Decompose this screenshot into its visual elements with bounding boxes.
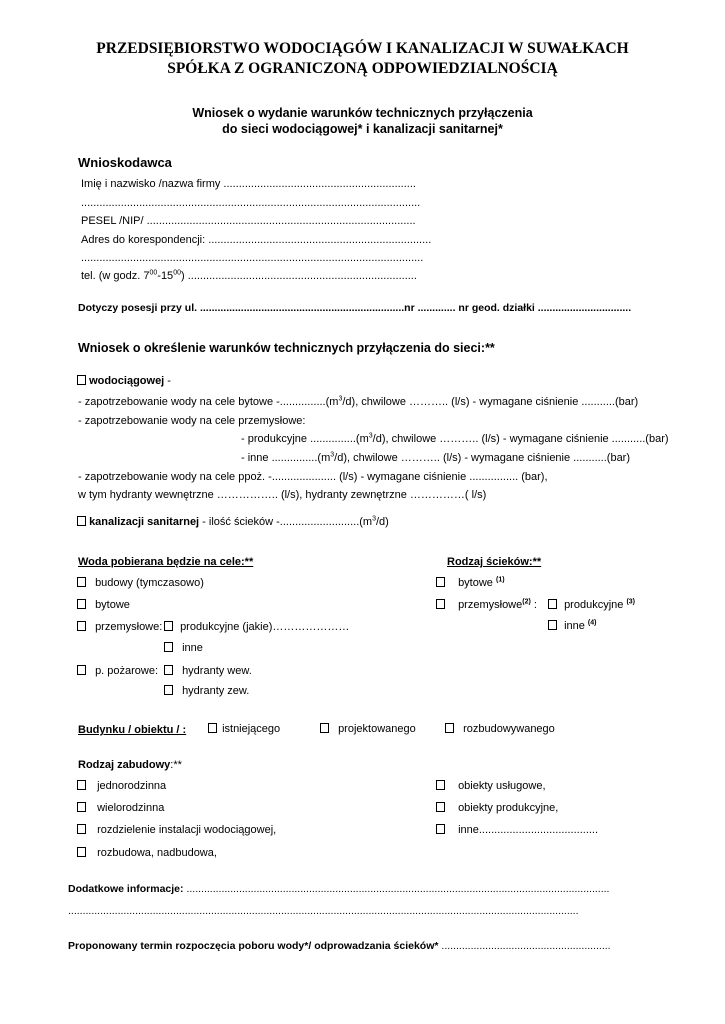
phone-mid: -15 [157,270,174,282]
water-option[interactable] [77,375,171,387]
building-expanded-checkbox[interactable] [445,723,454,733]
sewage-household-note: (1) [495,576,505,584]
production-demand-line[interactable] [241,433,669,445]
sewage-household-checkbox[interactable] [436,577,445,587]
property-field[interactable]: Dotyczy posesji przy ul. ......................................................................nr ............. nr geod. działki ................................ [78,302,632,314]
production-demand-a: - produkcyjne ...............(m [241,433,369,445]
dev-multi-checkbox[interactable] [77,802,86,812]
building-designed-option[interactable] [320,723,416,735]
wu-fire-option[interactable] [77,665,158,677]
dev-multi-label: wielorodzinna [97,802,165,814]
wu-industrial-label: przemysłowe: [95,621,163,633]
dev-services-option[interactable] [436,780,546,792]
sewer-label: kanalizacji sanitarnej [89,516,200,528]
fire-demand-line[interactable]: - zapotrzebowanie wody na cele ppoż. -..................... (l/s) - wymagane ciśnienie ................ (bar), [78,471,548,483]
sewage-production-checkbox[interactable] [548,599,557,609]
dev-single-checkbox[interactable] [77,780,86,790]
dev-multi-option[interactable] [77,802,164,814]
sewage-industrial-colon: : [530,599,537,611]
wu-hydrant-in-option[interactable] [164,665,252,677]
dev-other-label: inne....................................... [458,824,599,836]
sewage-household-option[interactable] [436,577,505,589]
household-demand-a: - zapotrzebowanie wody na cele bytowe -...............(m [78,396,339,408]
wu-construction-checkbox[interactable] [77,577,86,587]
dev-services-checkbox[interactable] [436,780,445,790]
other-unit-sup: 3 [330,451,335,459]
address-continuation[interactable]: ................................................................................................................ [81,252,424,264]
additional-info-field[interactable] [68,883,609,895]
dev-extension-label: rozbudowa, nadbudowa, [97,847,217,859]
form-title: Wniosek o wydanie warunków technicznych przyłączenia [192,106,533,120]
wu-production-label: produkcyjne (jakie)………………… [180,621,350,633]
wu-other-label: inne [182,642,203,654]
dev-extension-checkbox[interactable] [77,847,86,857]
pesel-nip-field[interactable]: PESEL /NIP/ ........................................................................................ [81,215,416,227]
additional-info-continuation[interactable]: ............................................................................................................................................................................... [68,905,579,917]
wu-hydrant-out-label: hydranty zew. [182,685,250,697]
sewage-industrial-option[interactable] [436,599,537,611]
development-heading-text: Rodzaj zabudowy [78,759,171,771]
wu-other-option[interactable] [164,642,203,654]
water-use-heading: Woda pobierana będzie na cele:** [78,556,254,568]
address-field[interactable]: Adres do korespondencji: ......................................................................... [81,234,432,246]
sewage-other-checkbox[interactable] [548,620,557,630]
wu-production-checkbox[interactable] [164,621,173,631]
dev-production-label: obiekty produkcyjne, [458,802,559,814]
building-expanded-option[interactable] [445,723,555,735]
applicant-name-continuation[interactable]: ............................................................................................................... [81,197,421,209]
other-demand-b: /d), chwilowe ……….. (l/s) - wymagane ciśnienie ...........(bar) [334,452,631,464]
wu-construction-option[interactable] [77,577,204,589]
wu-construction-label: budowy (tymczasowo) [95,577,204,589]
proposed-term-label: Proponowany termin rozpoczęcia poboru wody*/ odprowadzania ścieków* [68,940,439,952]
hydrants-line[interactable]: w tym hydranty wewnętrzne …………….. (l/s), hydranty zewnętrzne ……………( l/s) [78,489,487,501]
sewage-heading: Rodzaj ścieków:** [447,556,542,568]
wu-hydrant-out-option[interactable] [164,685,249,697]
wu-household-option[interactable] [77,599,130,611]
dev-other-checkbox[interactable] [436,824,445,834]
wu-fire-checkbox[interactable] [77,665,86,675]
dev-split-label: rozdzielenie instalacji wodociągowej, [97,824,277,836]
sewage-production-note: (3) [626,598,636,606]
building-existing-option[interactable] [208,723,280,735]
phone-suffix: ) ........................................................................... [180,270,417,282]
phone-hour-sup-1: 00 [149,269,158,277]
water-label: wodociągowej [89,375,165,387]
water-checkbox[interactable] [77,375,86,385]
sewage-industrial-note: (2) [522,598,531,606]
building-heading: Budynku / obiektu / : [78,724,187,736]
wu-other-checkbox[interactable] [164,642,173,652]
development-heading [78,759,182,771]
wu-fire-label: p. pożarowe: [95,665,159,677]
additional-info-label: Dodatkowe informacje: [68,883,184,895]
industrial-demand-heading: - zapotrzebowanie wody na cele przemysłowe: [78,415,306,427]
company-name: PRZEDSIĘBIORSTWO WODOCIĄGÓW I KANALIZACJI W SUWAŁKACH [96,40,629,57]
proposed-term-dots: .......................................................... [438,940,611,952]
dev-extension-option[interactable] [77,847,217,859]
other-demand-line[interactable] [241,452,630,464]
water-dash: - [164,375,171,387]
wu-hydrant-out-checkbox[interactable] [164,685,173,695]
form-subtitle: do sieci wodociągowej* i kanalizacji sanitarnej* [222,122,503,136]
sewer-checkbox[interactable] [77,516,86,526]
sewage-other-option[interactable] [548,620,596,632]
household-demand-b: /d), chwilowe ……….. (l/s) - wymagane ciśnienie ...........(bar) [342,396,639,408]
sewer-option[interactable] [77,516,389,528]
dev-other-option[interactable] [436,824,598,836]
building-expanded-label: rozbudowywanego [463,723,555,735]
household-demand-line[interactable] [78,396,638,408]
wu-household-label: bytowe [95,599,130,611]
sewage-industrial-checkbox[interactable] [436,599,445,609]
dev-services-label: obiekty usługowe, [458,780,546,792]
wu-hydrant-in-label: hydranty wew. [182,665,252,677]
production-demand-b: /d), chwilowe ……….. (l/s) - wymagane ciśnienie ...........(bar) [372,433,669,445]
request-heading: Wniosek o określenie warunków technicznych przyłączenia do sieci:** [78,341,495,355]
sewage-other-note: (4) [587,619,597,627]
building-designed-label: projektowanego [338,723,416,735]
applicant-heading: Wnioskodawca [78,155,172,170]
building-designed-checkbox[interactable] [320,723,329,733]
sewage-other-label: inne [564,620,585,632]
other-demand-a: - inne ...............(m [241,452,331,464]
dev-split-checkbox[interactable] [77,824,86,834]
wu-industrial-option[interactable] [77,621,162,633]
sewage-industrial-label: przemysłowe [458,599,523,611]
wu-hydrant-in-checkbox[interactable] [164,665,173,675]
additional-info-dots: ................................................................................................................................................. [183,883,610,895]
wu-industrial-checkbox[interactable] [77,621,86,631]
sewage-household-label: bytowe [458,577,493,589]
dev-production-option[interactable] [436,802,558,814]
phone-field[interactable] [81,270,417,282]
dev-single-option[interactable] [77,780,166,792]
company-legal-form: SPÓŁKA Z OGRANICZONĄ ODPOWIEDZIALNOŚCIĄ [167,60,558,77]
sewer-unit-sup: 3 [372,515,376,523]
sewer-amount-a: - ilość ścieków -..........................(m [199,516,373,528]
dev-single-label: jednorodzinna [97,780,167,792]
production-unit-sup: 3 [368,432,373,440]
wu-production-option[interactable] [164,621,349,633]
sewer-amount-b: /d) [376,516,389,528]
applicant-name-field[interactable]: Imię i nazwisko /nazwa firmy ............................................................... [81,178,416,190]
dev-split-option[interactable] [77,824,276,836]
building-existing-label: istniejącego [222,723,281,735]
building-existing-checkbox[interactable] [208,723,217,733]
sewage-production-label: produkcyjne [564,599,624,611]
wu-household-checkbox[interactable] [77,599,86,609]
dev-production-checkbox[interactable] [436,802,445,812]
household-unit-sup: 3 [338,395,343,403]
phone-hour-sup-2: 00 [173,269,181,277]
sewage-production-option[interactable] [548,599,635,611]
proposed-term-field[interactable] [68,940,611,952]
phone-prefix: tel. (w godz. 7 [81,270,150,282]
development-heading-suffix: :** [170,759,182,771]
